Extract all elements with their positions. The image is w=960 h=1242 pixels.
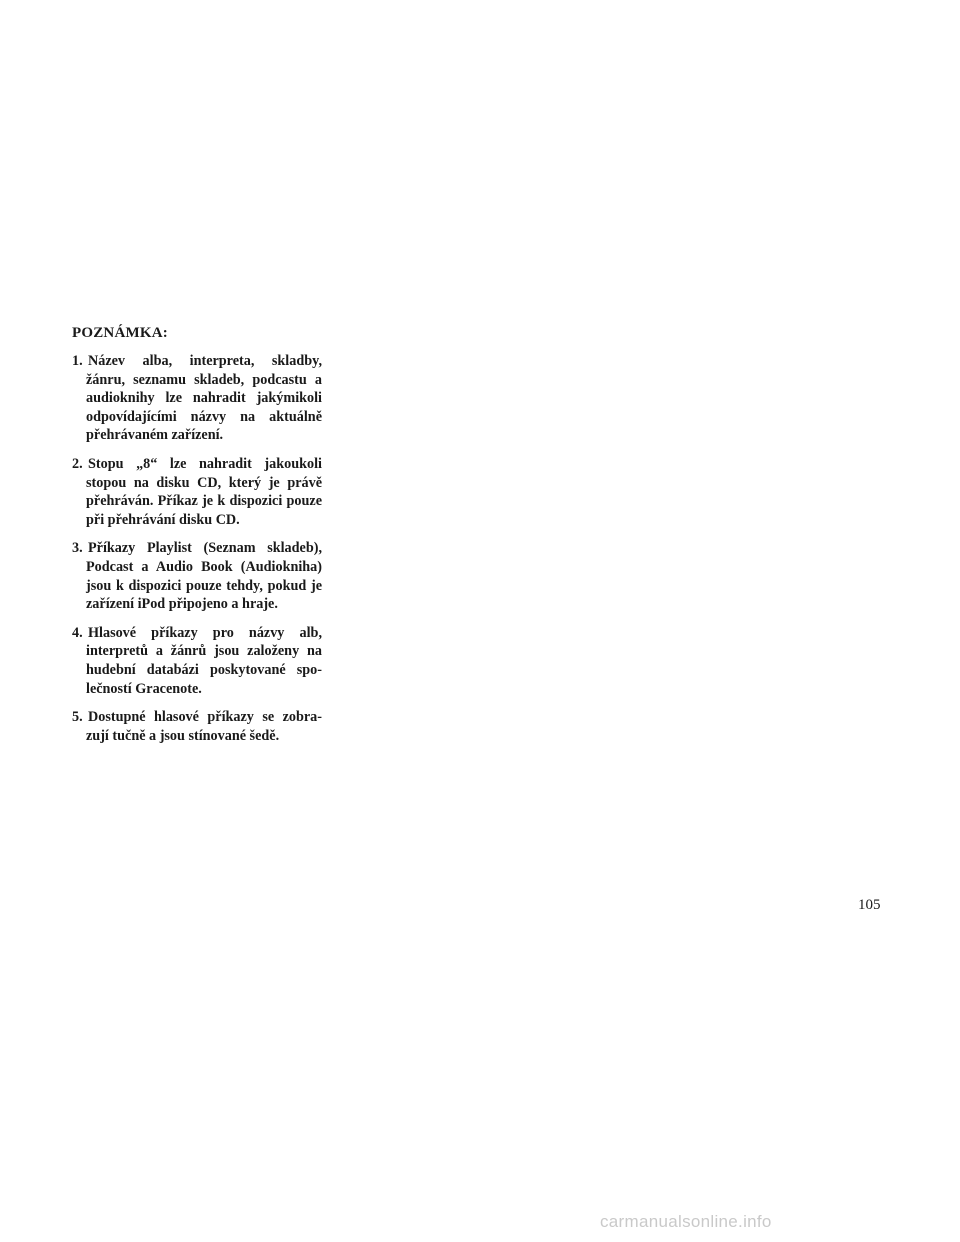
- page-number: 105: [858, 897, 881, 913]
- note-item-text: Název alba, interpreta, skladby, žánru, seznamu skladeb, podcastu a audioknihy lze nahradit jakýmikoli odpovídajícími názvy na aktuálně přehrávaném zařízení.: [86, 353, 322, 444]
- note-item-5: [72, 708, 322, 745]
- note-item-1: [72, 352, 322, 445]
- watermark-text: carmanualsonline.info: [600, 1212, 772, 1231]
- note-item-number: 1.: [72, 353, 83, 369]
- note-item-number: 2.: [72, 455, 83, 472]
- note-block: [72, 323, 322, 755]
- note-item-3: [72, 539, 322, 613]
- note-item-number: 4.: [72, 624, 83, 641]
- note-item-text: Stopu „8“ lze nahradit jakoukoli stopou na disku CD, který je právě přehráván. Příkaz je k dispozici pouze při přehrávání disku CD.: [86, 455, 322, 528]
- note-item-number: 3.: [72, 540, 83, 557]
- note-item-number: 5.: [72, 709, 83, 726]
- note-list: [72, 352, 322, 745]
- note-item-text: Hlasové příkazy pro názvy alb, interpretů a žánrů jsou založeny na hudební databázi poskytované spo-lečností Gracenote.: [86, 624, 322, 697]
- note-item-2: [72, 455, 322, 529]
- note-heading: POZNÁMKA:: [72, 325, 168, 341]
- note-item-text: Dostupné hlasové příkazy se zobra-zují tučně a jsou stínované šedě.: [86, 709, 322, 744]
- note-item-text: Příkazy Playlist (Seznam skladeb), Podcast a Audio Book (Audiokniha) jsou k dispozici pouze tehdy, pokud je zařízení iPod připojeno a hraje.: [86, 540, 322, 613]
- note-item-4: [72, 624, 322, 698]
